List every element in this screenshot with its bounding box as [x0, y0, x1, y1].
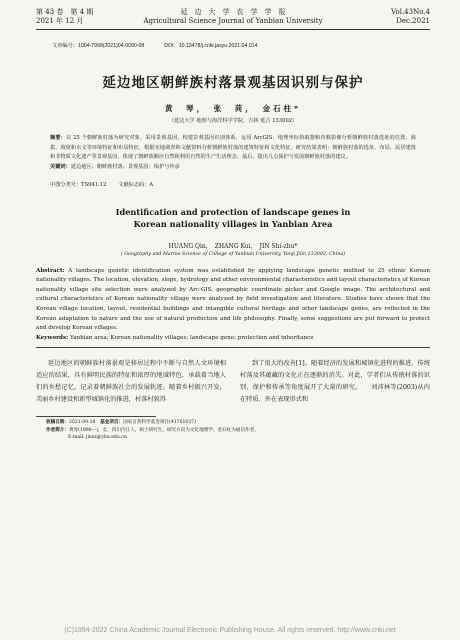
- article-number: 文章编号：1004-7999(2021)04-0090-08: [52, 43, 145, 49]
- clc-number: 中图分类号：TS941.12: [50, 181, 107, 188]
- affiliation-cn: （延边大学 地理与海洋科学学院，吉林 延吉 133002）: [168, 118, 298, 124]
- abstract-en: [36, 267, 430, 334]
- volume-en: Vol.43No.4: [391, 8, 430, 16]
- body-column-left: 延边地区的朝鲜族村落景观是移居过程中不断与自然人文环境相适应的结果，具有鲜明民族的特征和浓厚的地域特色，承载着当地人们的乡愁记忆，记录着朝鲜族社会的发展轨迹。随着乡村振兴开发，美丽乡村建设和新型城镇化的推进，村落村貌得: [36, 360, 226, 404]
- footnotes: [36, 419, 430, 442]
- keywords-cn-label: 关键词：: [50, 163, 71, 170]
- authors-cn: 黄 琴， 张 苘， 金石柱*: [165, 104, 301, 113]
- abstract-en-text: A landscape genetic identification system was established by applying landscape genetic method to 25 ethnic Korean nationality villages. The location, elevation, slope, hydrology and other environmental characteristics and layout characteristics of Korean nationality village site selection were analyzed by Arc-GIS, geographic coordinate picker and Google image. The architectural and cultural characteristics of Korean nationality village were analyzed by field investigation and literature. Studies have shown that the Korean village location, layout, residential buildings and intangible cultural heritage and other landscape genes, are reflected in the Korean adaptation to nature and the use of natural production and life philosophy. Finally, some suggestions are put forward to protect and develop Korean villages.: [36, 267, 430, 332]
- keywords-en-text: Yanbian area; Korean nationality villages; landscape gene; protection and inheritance: [69, 334, 314, 341]
- abstract-cn-label: 摘要：: [50, 135, 66, 141]
- header-left: [36, 8, 126, 26]
- title-en: [36, 206, 430, 231]
- title-en-line1: Identification and protection of landscape genes in: [115, 206, 351, 217]
- footnote-author: 作者简介：黄琴(1996—)，女，四川内江人，硕士研究生，研究方向为文化地理学。金石柱为通信作者，: [46, 427, 259, 433]
- doi: DOI：10.13478/j.cnki.jasyu.2021.04.014: [164, 43, 258, 49]
- keywords-en-label: Keywords:: [36, 334, 69, 341]
- cnki-watermark: (C)1994-2022 China Academic Journal Electronic Publishing House. All rights reserved. http://www.cnki.net: [64, 627, 396, 634]
- volume-cn: 第 43 卷 第 4 期: [36, 8, 94, 16]
- document-code: 文献标志码：A: [118, 181, 154, 188]
- footnote-rule: [36, 416, 156, 417]
- abstract-en-label: Abstract:: [36, 267, 65, 274]
- keywords-cn: [36, 163, 430, 171]
- affiliation-en: ( Geography and Marine Science of College of Yanbian University, Yanji Jilin 133002, China): [120, 251, 346, 257]
- body-column-right: 到了很大的改善[1]。随着经济的发展和城镇化进程的推进，传统村落及其蕴藏的文化正在逐渐的消失。对此，学者们从传统村落的识别、保护和传承等角度展开了大量的研究。 刘沛林等(2003)从内在特质、外在表现形式和: [240, 360, 430, 404]
- header-rule: [36, 29, 430, 30]
- journal-name-cn: 延 边 大 学 农 学 学 报: [180, 8, 286, 16]
- date-cn: 2021 年 12 月: [36, 17, 84, 25]
- title-en-line2: Korean nationality villages in Yanbian Area: [133, 219, 333, 230]
- authors-en: HUANG Qin， ZHANG Kui， JIN Shi-zhu*: [168, 242, 298, 250]
- classification-cn: [36, 181, 430, 188]
- header-right: [340, 8, 430, 26]
- title-cn: 延边地区朝鲜族村落景观基因识别与保护: [102, 75, 364, 91]
- footnote-received: 收稿日期：2021-09-18 基金项目：国家自然科学基金项目(41761027): [46, 420, 196, 426]
- running-header: [36, 8, 430, 26]
- section-rule: [36, 347, 430, 348]
- body-columns: [36, 358, 430, 406]
- header-center: [126, 8, 340, 26]
- keywords-cn-text: 延边地区；朝鲜族村落；景观基因；保护与传承: [70, 163, 180, 170]
- keywords-en: [36, 334, 430, 344]
- abstract-cn-text: 以 25 个朝鲜族村落为研究对象，采用景观基因，构建景观基因识别体系，运用 ArcGIS、地理坐标拾取器和谷歌影像分析朝鲜族村落选址的位置、海拔、坡度和水文等环境特征和布局特征，根据实地调查和文献资料分析朝鲜族村落的建筑特征和文化特征。研究结果表明：朝鲜族村落的选址、布局、民居建筑和非物质文化遗产等景观基因，体现了朝鲜族顺应自然和利用自然的生产生活理念。最后，提出几点保护与发展朝鲜族村落的建议。: [50, 135, 416, 161]
- abstract-cn: [36, 134, 430, 163]
- journal-name-en: Agricultural Science Journal of Yanbian University: [143, 17, 323, 25]
- footnote-email: E-mail: jinsz@ybu.edu.cn: [68, 435, 127, 441]
- article-info: [36, 42, 430, 49]
- date-en: Dec.2021: [396, 17, 430, 25]
